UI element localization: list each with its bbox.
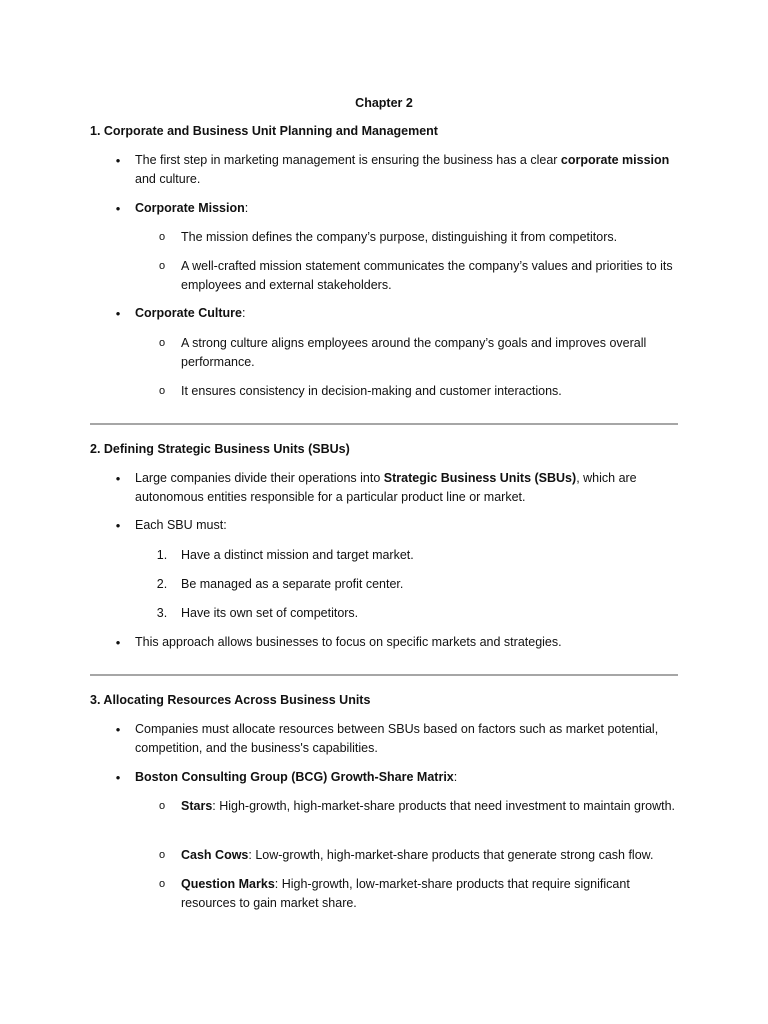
section-3-heading: 3. Allocating Resources Across Business Units — [90, 693, 371, 707]
bold-term: Stars — [181, 799, 213, 813]
section-3-sub-3 — [181, 875, 676, 913]
text-run: , which are autonomous entities responsible for a particular product line or market. — [135, 471, 637, 504]
section-1-heading: 1. Corporate and Business Unit Planning and Management — [90, 124, 438, 138]
bold-term: Corporate Culture — [135, 306, 242, 320]
text-run: : — [241, 306, 246, 320]
chapter-title: Chapter 2 — [355, 96, 413, 110]
section-2-numbered-3: Have its own set of competitors. — [181, 606, 359, 620]
text-run: Large companies divide their operations into — [135, 471, 384, 485]
circle-marker: o — [158, 385, 166, 397]
bold-term: Question Marks — [181, 877, 275, 891]
bullet-marker: • — [115, 306, 121, 321]
text-run: and culture. — [135, 172, 201, 186]
bold-term: Strategic Business Units (SBUs) — [383, 471, 577, 485]
section-3-sub-2 — [181, 846, 676, 865]
section-1-sub-3: A strong culture aligns employees around the company’s goals and improves overall performance. — [181, 336, 647, 369]
section-3-bullet-2 — [135, 768, 680, 787]
bullet-marker: • — [115, 635, 121, 650]
section-2-numbered-1: Have a distinct mission and target market. — [181, 548, 414, 562]
section-divider — [90, 423, 678, 425]
bold-term: corporate mission — [560, 153, 670, 167]
circle-marker: o — [158, 849, 166, 861]
section-2-bullet-2: Each SBU must: — [135, 518, 227, 532]
section-1-bullet-1 — [135, 151, 680, 189]
section-1-bullet-3 — [135, 304, 680, 323]
text-run: : — [244, 201, 249, 215]
section-1-sub-1: The mission defines the company’s purpose, distinguishing it from competitors. — [181, 230, 618, 244]
section-2-bullet-3: This approach allows businesses to focus on specific markets and strategies. — [135, 635, 562, 649]
text-run: The first step in marketing management is ensuring the business has a clear — [135, 153, 561, 167]
text-run: : High-growth, low-market-share products that require significant resources to gain market share. — [181, 877, 630, 910]
circle-marker: o — [158, 231, 166, 243]
section-1-bullet-2 — [135, 199, 680, 218]
bullet-marker: • — [115, 153, 121, 168]
bullet-marker: • — [115, 518, 121, 533]
number-marker: 1. — [156, 548, 168, 562]
section-2-heading: 2. Defining Strategic Business Units (SBUs) — [90, 442, 350, 456]
section-2-bullet-1 — [135, 469, 680, 507]
text-run: : Low-growth, high-market-share products that generate strong cash flow. — [248, 848, 654, 862]
section-divider — [90, 674, 678, 676]
section-1-sub-4: It ensures consistency in decision-making and customer interactions. — [181, 384, 562, 398]
bullet-marker: • — [115, 201, 121, 216]
circle-marker: o — [158, 337, 166, 349]
bullet-marker: • — [115, 722, 121, 737]
circle-marker: o — [158, 260, 166, 272]
text-run: : High-growth, high-market-share products that need investment to maintain growth. — [212, 799, 676, 813]
section-3-sub-1 — [181, 797, 676, 816]
bullet-marker: • — [115, 471, 121, 486]
bold-term: Cash Cows — [181, 848, 249, 862]
section-1-sub-2: A well-crafted mission statement communicates the company’s values and priorities to its employees and external stakeholders. — [181, 259, 673, 292]
number-marker: 2. — [156, 577, 168, 591]
bold-term: Corporate Mission — [135, 201, 245, 215]
section-2-numbered-2: Be managed as a separate profit center. — [181, 577, 404, 591]
circle-marker: o — [158, 800, 166, 812]
section-3-bullet-1: Companies must allocate resources between SBUs based on factors such as market potential, competition, and the business's capabilities. — [135, 722, 659, 755]
text-run: : — [453, 770, 458, 784]
bold-term: Boston Consulting Group (BCG) Growth-Share Matrix — [135, 770, 454, 784]
number-marker: 3. — [156, 606, 168, 620]
circle-marker: o — [158, 878, 166, 890]
bullet-marker: • — [115, 770, 121, 785]
